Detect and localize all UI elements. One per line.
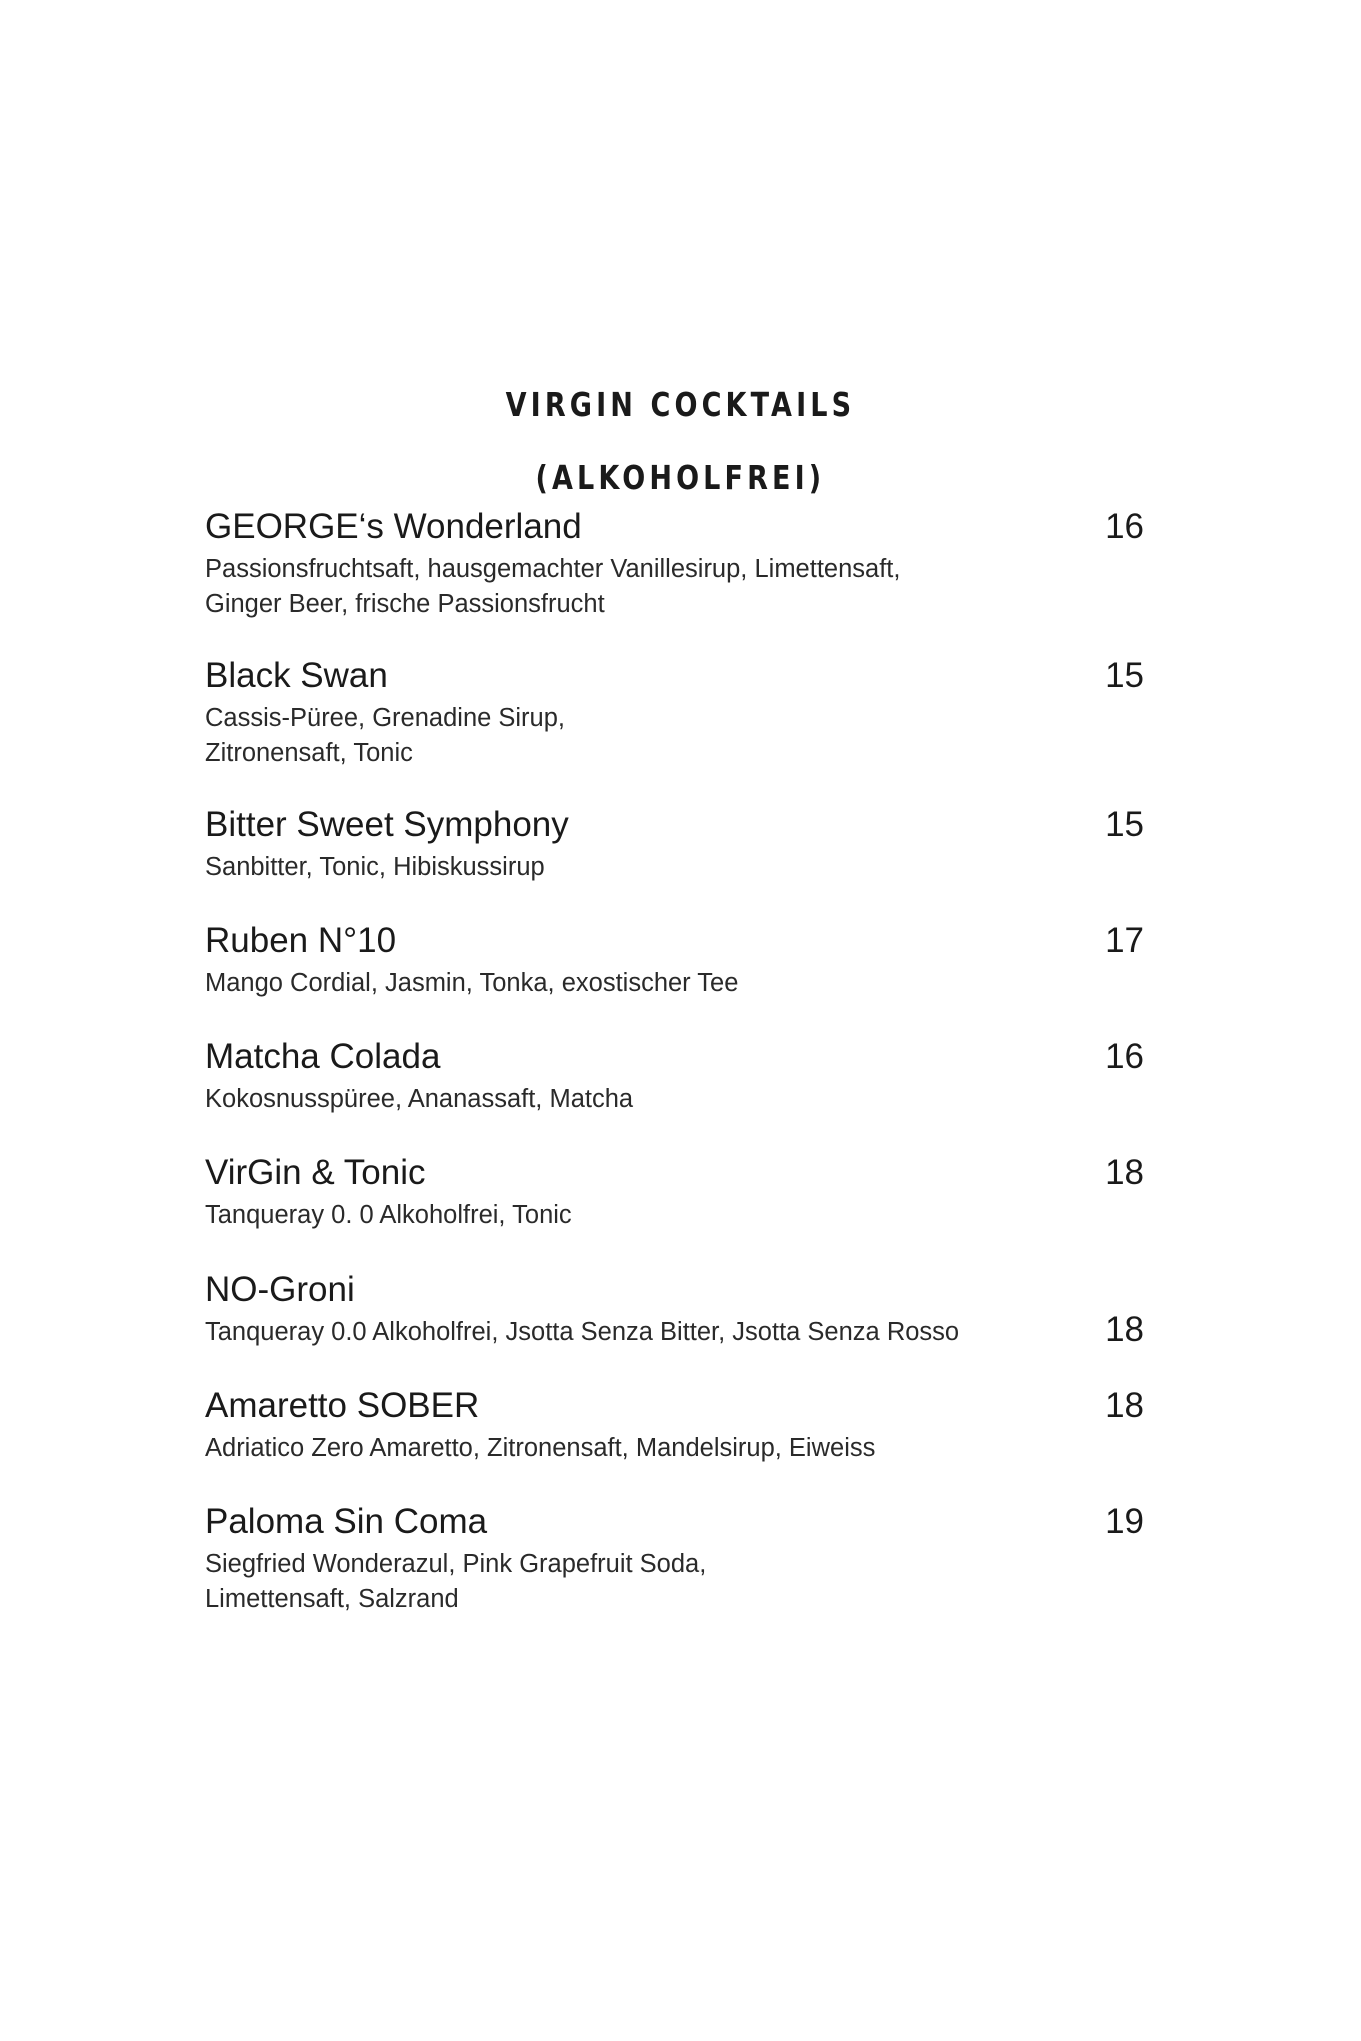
item-name: Bitter Sweet Symphony [205,805,569,844]
item-description-line: Limettensaft, Salzrand [205,1585,459,1613]
item-name: Black Swan [205,656,388,695]
menu-title-line1: VIRGIN COCKTAILS [505,385,856,424]
item-price: 16 [1105,1037,1144,1076]
item-price: 18 [1105,1386,1144,1425]
item-description-line: Kokosnusspüree, Ananassaft, Matcha [205,1085,634,1113]
item-name: Paloma Sin Coma [205,1502,488,1541]
item-description [205,1547,706,1617]
item-name: GEORGE‘s Wonderland [205,507,582,546]
item-price: 15 [1105,656,1144,695]
item-price: 18 [1105,1153,1144,1192]
item-description [205,1198,572,1233]
item-price: 17 [1105,921,1144,960]
item-name: VirGin & Tonic [205,1153,426,1192]
item-description-line: Cassis-Püree, Grenadine Sirup, [205,704,566,732]
item-description-line: Sanbitter, Tonic, Hibiskussirup [205,853,545,881]
item-description-line: Tanqueray 0.0 Alkoholfrei, Jsotta Senza Bitter, Jsotta Senza Rosso [205,1318,960,1346]
item-description-line: Adriatico Zero Amaretto, Zitronensaft, Mandelsirup, Eiweiss [205,1434,876,1462]
item-price: 15 [1105,805,1144,844]
item-price: 18 [1105,1310,1144,1349]
item-description [205,1315,959,1350]
item-description-line: Zitronensaft, Tonic [205,739,413,767]
item-name: Amaretto SOBER [205,1386,480,1425]
item-name: NO-Groni [205,1270,355,1309]
item-description [205,552,900,622]
item-price: 16 [1105,507,1144,546]
item-description [205,850,545,885]
item-description-line: Siegfried Wonderazul, Pink Grapefruit Soda, [205,1550,707,1578]
item-name: Ruben N°10 [205,921,397,960]
menu-title-line2: (ALKOHOLFREI) [535,458,826,497]
item-description [205,1082,633,1117]
item-description [205,1431,875,1466]
item-description-line: Ginger Beer, frische Passionsfrucht [205,590,605,618]
item-description-line: Mango Cordial, Jasmin, Tonka, exostischer Tee [205,969,739,997]
item-description [205,701,565,771]
item-description [205,966,738,1001]
item-name: Matcha Colada [205,1037,441,1076]
item-description-line: Passionsfruchtsaft, hausgemachter Vanillesirup, Limettensaft, [205,555,901,583]
item-price: 19 [1105,1502,1144,1541]
menu-title [122,368,1238,514]
item-description-line: Tanqueray 0. 0 Alkoholfrei, Tonic [205,1201,572,1229]
